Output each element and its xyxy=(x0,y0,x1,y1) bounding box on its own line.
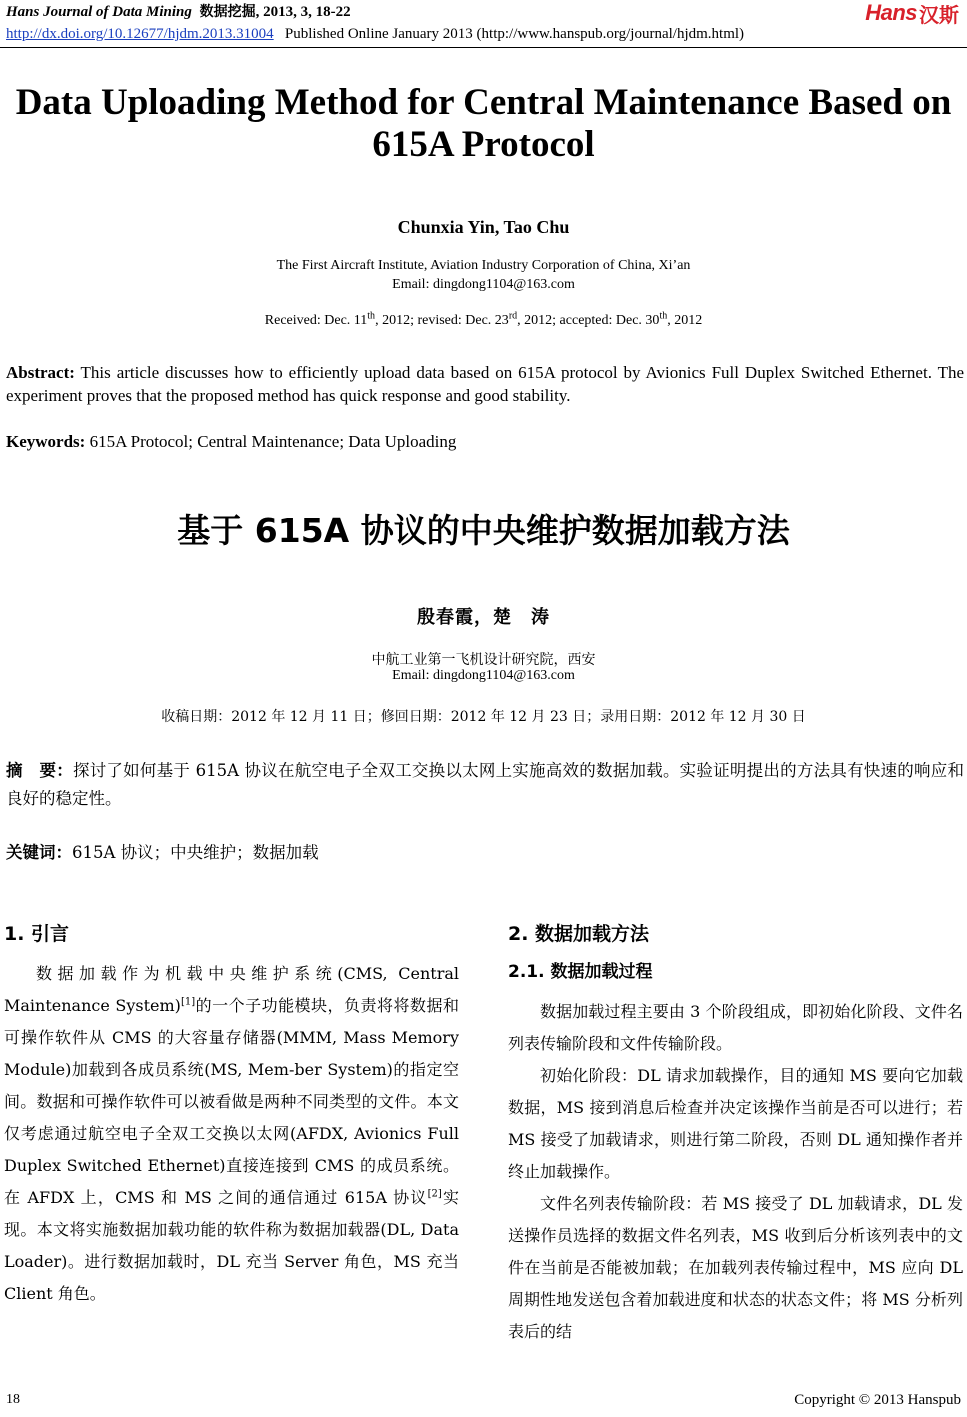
abstract-cn xyxy=(6,757,964,813)
citation-1[interactable]: [1] xyxy=(180,996,196,1008)
title-en-line2: 615A Protocol xyxy=(372,124,595,165)
sec1-text-c: 实现。本文将实施数据加载功能的软件称为数据加载器(DL, Data Loader)。进行数据加载时，DL 充当 Server 角色，MS 充当 Client 角色。 xyxy=(4,1188,459,1303)
affiliation-cn: 中航工业第一飞机设计研究院，西安 xyxy=(371,652,596,668)
title-en-line1: Data Uploading Method for Central Maintenance Based on xyxy=(15,82,952,123)
section-2-1-paragraph-2: 初始化阶段：DL 请求加载操作，目的通知 MS 要向它加载数据，MS 接到消息后检查并决定该操作当前是否可以进行；若 MS 接受了加载请求，则进行第二阶段，否则 DL 通知操作者并终止加载操作。 xyxy=(508,1066,963,1181)
abstract-text-en: This article discusses how to efficiently upload data based on 615A protocol by Avionics Full Duplex Switched Ethernet. The experiment proves that the proposed method has quick response and good stability. xyxy=(6,363,964,405)
keywords-text-en: 615A Protocol; Central Maintenance; Data Uploading xyxy=(85,432,457,451)
authors-en: Chunxia Yin, Tao Chu xyxy=(397,217,570,237)
keywords-en xyxy=(6,430,964,453)
affiliation-en: The First Aircraft Institute, Aviation Industry Corporation of China, Xi’an xyxy=(276,258,691,273)
section-2-1-paragraph-1: 数据加载过程主要由 3 个阶段组成，即初始化阶段、文件名列表传输阶段和文件传输阶段。 xyxy=(508,1002,963,1053)
abstract-text-cn: 探讨了如何基于 615A 协议在航空电子全双工交换以太网上实施高效的数据加载。实验证明提出的方法具有快速的响应和良好的稳定性。 xyxy=(6,761,964,808)
email-en: Email: dingdong1104@163.com xyxy=(392,277,575,292)
email-cn: Email: dingdong1104@163.com xyxy=(392,668,575,683)
accepted-date: , 2012; accepted: Dec. 30 xyxy=(517,313,660,328)
page-number: 18 xyxy=(6,1392,20,1407)
doi-line xyxy=(6,24,744,44)
section-2-heading: 2. 数据加载方法 xyxy=(508,923,650,945)
abstract-en xyxy=(6,361,964,407)
paper-title-en xyxy=(0,82,967,166)
dates-tail: , 2012 xyxy=(667,313,703,328)
header-rule xyxy=(0,47,967,48)
section-2-1-paragraph-3: 文件名列表传输阶段：若 MS 接受了 DL 加载请求，DL 发送操作员选择的数据文件名列表，MS 收到后分析该列表中的文件在当前是否能被加载；在加载列表传输过程中，MS 应向 DL 周期性地发送包含着加载进度和状态的状态文件；将 MS 分析列表后的结 xyxy=(508,1194,963,1341)
received-date: Received: Dec. 11 xyxy=(264,313,368,328)
paper-title-cn: 基于 615A 协议的中央维护数据加载方法 xyxy=(177,511,790,550)
volume-info: , 2013, 3, 18-22 xyxy=(255,4,351,20)
keywords-cn xyxy=(6,839,964,867)
abstract-label-cn: 摘 要： xyxy=(6,761,73,780)
dates-cn: 收稿日期：2012 年 12 月 11 日；修回日期：2012 年 12 月 23 日；录用日期：2012 年 12 月 30 日 xyxy=(161,709,806,725)
journal-name-cn: 数据挖掘 xyxy=(199,4,256,20)
doi-link[interactable]: http://dx.doi.org/10.12677/hjdm.2013.31004 xyxy=(6,26,274,42)
abstract-label-en: Abstract: xyxy=(6,363,75,382)
publisher-logo xyxy=(865,0,959,27)
journal-name-en: Hans Journal of Data Mining xyxy=(6,4,192,20)
received-sup: th xyxy=(367,310,376,322)
journal-header xyxy=(6,2,351,22)
section-2-1-heading: 2.1. 数据加载过程 xyxy=(508,962,653,982)
logo-text-cn: 汉斯 xyxy=(919,2,959,27)
dates-en xyxy=(0,310,967,329)
body-column-left xyxy=(4,918,459,1310)
keywords-label-en: Keywords: xyxy=(6,432,86,451)
accepted-sup: th xyxy=(659,310,668,322)
body-column-right xyxy=(508,918,963,1348)
revised-date: , 2012; revised: Dec. 23 xyxy=(375,313,509,328)
keywords-text-cn: 615A 协议；中央维护；数据加载 xyxy=(72,843,319,862)
logo-text-en: Hans xyxy=(865,0,917,25)
sec1-text-b: 的一个子功能模块，负责将将数据和可操作软件从 CMS 的大容量存储器(MMM, Mass Memory Module)加载到各成员系统(MS, Mem-ber System)的指定空间。数据和可操作软件可以被看做是两种不同类型的文件。本文仅考虑通过航空电子全双工交换以太网(AFDX, Avionics Full Duplex Switched Ethernet)直接连接到 CMS 的成员系统。在 AFDX 上，CMS 和 MS 之间的通信通过 615A 协议 xyxy=(4,996,459,1207)
citation-2[interactable]: [2] xyxy=(427,1188,442,1200)
authors-cn: 殷春霞，楚 涛 xyxy=(417,607,550,628)
copyright: Copyright © 2013 Hanspub xyxy=(794,1392,961,1408)
published-note: Published Online January 2013 (http://www.hanspub.org/journal/hjdm.html) xyxy=(284,26,745,42)
section-1-paragraph xyxy=(4,958,459,1310)
sec1-text-a: 数据加载作为机载中央维护系统(CMS, Central Maintenance System) xyxy=(4,964,459,1015)
section-1-heading: 1. 引言 xyxy=(4,923,70,945)
revised-sup: rd xyxy=(508,310,518,322)
keywords-label-cn: 关键词： xyxy=(6,843,72,862)
